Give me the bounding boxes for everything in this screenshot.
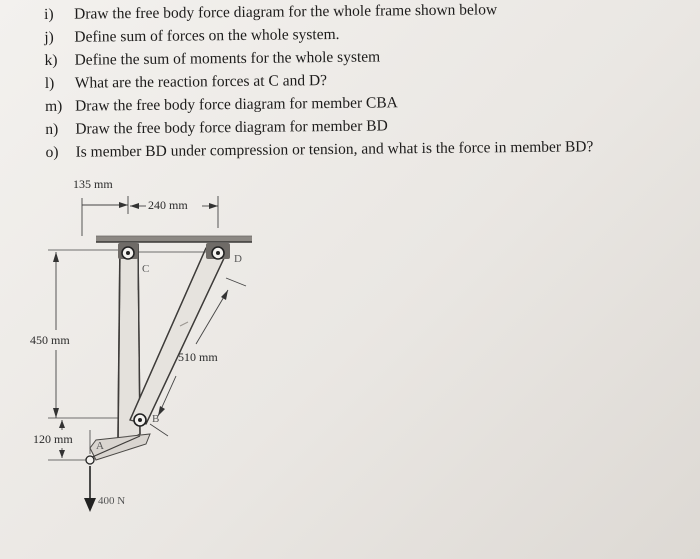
question-text: Draw the free body force diagram for member BD — [75, 117, 388, 138]
dimension-510-label: 510 mm — [178, 350, 218, 364]
question-text: Is member BD under compression or tension, and what is the force in member BD? — [75, 138, 594, 161]
dimension-120-label: 120 mm — [33, 432, 73, 446]
dimension-450 — [30, 250, 132, 418]
question-text: Draw the free body force diagram for the whole frame shown below — [73, 1, 498, 23]
dimension-120 — [33, 420, 90, 460]
question-number: m) — [44, 97, 63, 115]
question-text: Draw the free body force diagram for member CBA — [74, 94, 398, 115]
question-number: i) — [44, 5, 54, 23]
question-text: Define sum of forces on the whole system. — [74, 25, 340, 46]
load-400n — [84, 466, 125, 512]
dimension-240-label: 240 mm — [148, 198, 188, 212]
question-number: o) — [45, 143, 59, 161]
pin-c-label: C — [142, 263, 150, 275]
load-label: 400 N — [98, 495, 126, 507]
dimension-135-label: 135 mm — [73, 177, 113, 191]
pin-b-label: B — [152, 413, 160, 425]
question-number: j) — [44, 28, 54, 46]
question-text: Define the sum of moments for the whole system — [74, 48, 381, 69]
question-number: n) — [45, 120, 59, 138]
question-number: k) — [44, 51, 58, 69]
dimension-240 — [130, 196, 218, 228]
pin-d-label: D — [234, 253, 242, 265]
point-a-label: A — [96, 440, 104, 452]
question-text: What are the reaction forces at C and D? — [74, 72, 328, 92]
ceiling-support — [96, 236, 252, 242]
question-number: l) — [44, 74, 55, 92]
dimension-450-label: 450 mm — [30, 333, 70, 347]
dimension-135 — [73, 177, 128, 236]
